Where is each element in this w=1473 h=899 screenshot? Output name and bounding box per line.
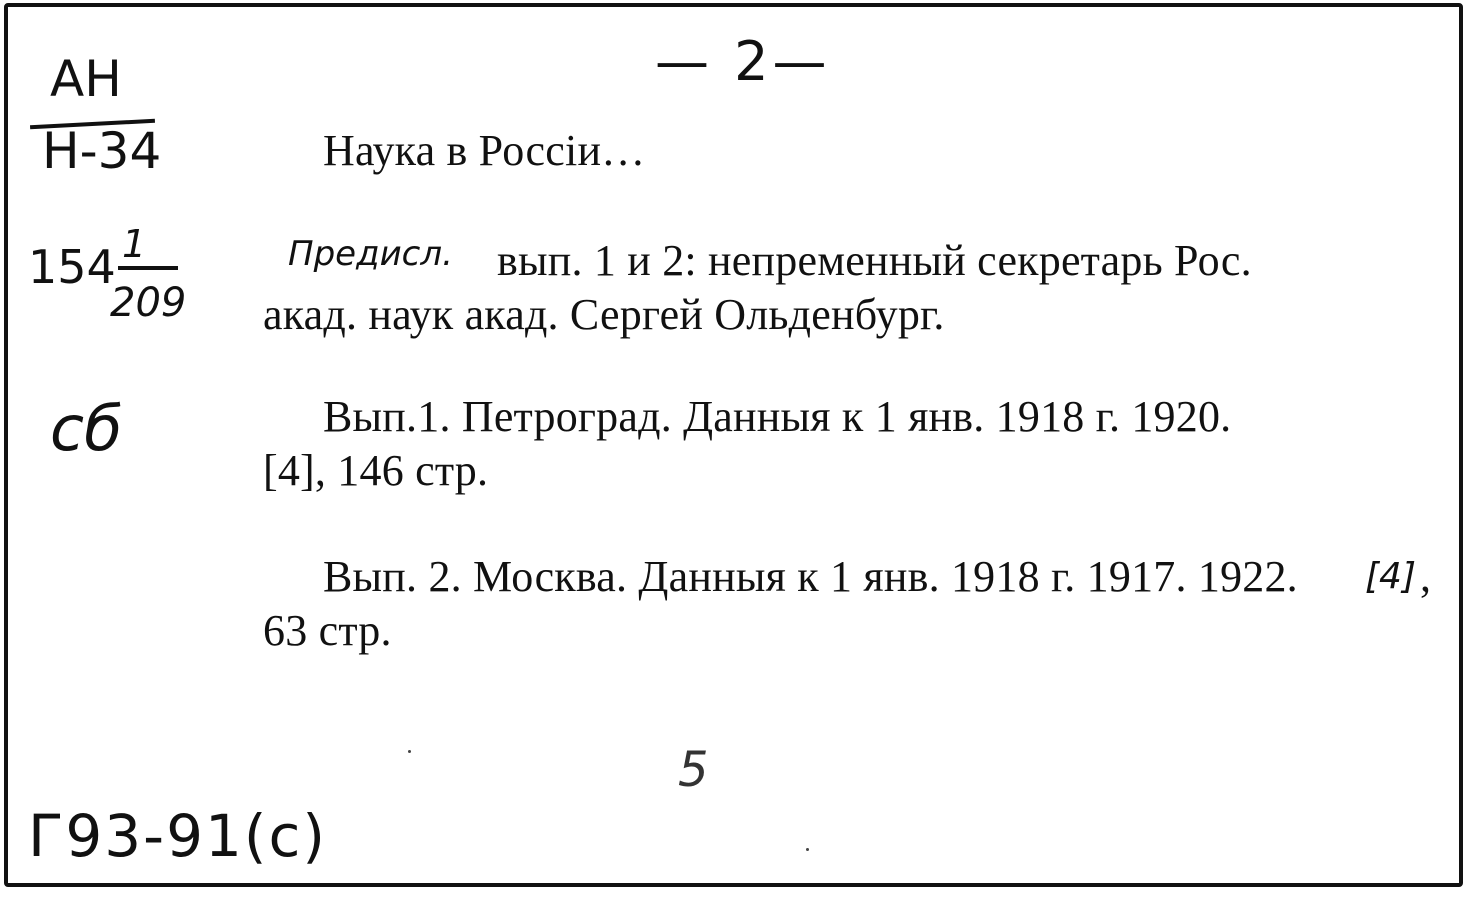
volume-1-entry: Вып.1. Петроград. Данныя к 1 янв. 1918 г. 1920.: [323, 392, 1232, 441]
handwritten-mark: сб: [50, 392, 123, 465]
inventory-number: 154: [28, 240, 116, 294]
paper-speck: [408, 750, 411, 753]
volume-1-pages: [4], 146 стр.: [263, 446, 489, 495]
inventory-fraction-top: 1: [122, 222, 147, 266]
inventory-fraction-divider: [118, 266, 178, 270]
volume-2-entry: Вып. 2. Москва. Данныя к 1 янв. 1918 г. 1917. 1922.: [323, 552, 1298, 601]
inventory-fraction-bottom: 209: [110, 280, 187, 326]
catalog-card: [4, 3, 1463, 887]
preface-text: вып. 1 и 2: непременный секретарь Рос.: [497, 236, 1252, 285]
paper-speck: [806, 848, 809, 851]
preface-handwritten: Предисл.: [288, 234, 453, 274]
shelf-mark-top: АН: [50, 50, 122, 108]
shelf-mark-bottom: Н-34: [42, 122, 162, 180]
volume-2-pages-handwritten: [4]: [1365, 556, 1416, 597]
page-number: — 2—: [655, 30, 831, 93]
catalog-code: Г93-91(с): [28, 802, 328, 870]
card-title: Наука в Россіи…: [323, 126, 646, 175]
preface-text-continued: акад. наук акад. Сергей Ольденбург.: [263, 290, 945, 339]
volume-2-pages: 63 стр.: [263, 606, 392, 655]
punctuation-comma: ,: [1420, 552, 1431, 601]
stamp-mark: 5: [678, 742, 709, 798]
